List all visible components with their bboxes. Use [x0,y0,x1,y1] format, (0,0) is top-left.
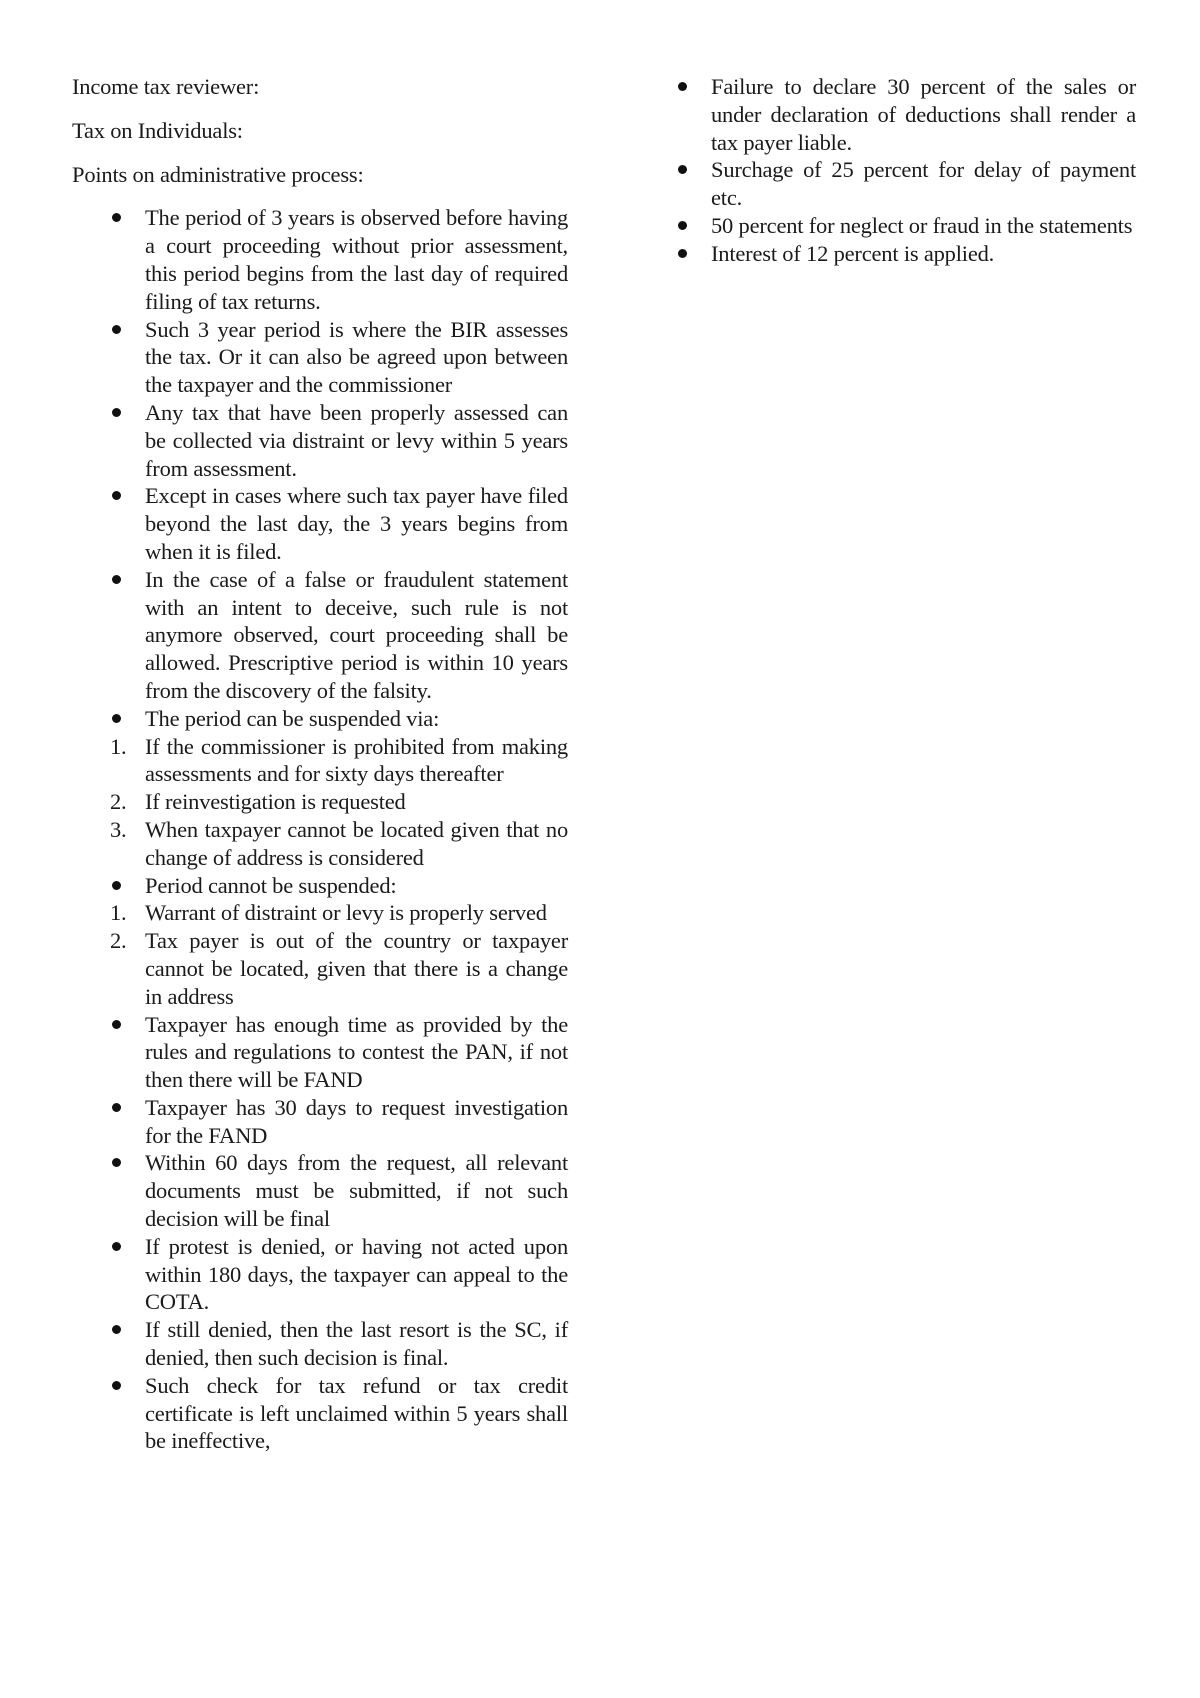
list-item [674,240,1136,268]
bullet-icon [112,714,121,723]
list-item [72,872,568,900]
list-item-text: If protest is denied, or having not acted upon within 180 days, the taxpayer can appeal to the COTA. [145,1233,568,1315]
list-item [72,705,568,733]
list-item-text: Interest of 12 percent is applied. [711,240,995,266]
numbered-item [72,927,568,1010]
section-heading: Tax on Individuals: [72,117,243,143]
list-item-text: Such check for tax refund or tax credit certificate is left unclaimed within 5 years shall be ineffective, [145,1372,568,1454]
list-item [674,156,1136,212]
bullet-icon [112,575,121,584]
list-item [72,1094,568,1150]
list-item [72,1149,568,1232]
right-column [674,73,1136,268]
item-number: 3. [110,816,127,842]
numbered-item-text: Tax payer is out of the country or taxpayer cannot be located, given that there is a change in address [145,928,568,1009]
list-item-text: 50 percent for neglect or fraud in the statements [711,212,1133,238]
numbered-item [72,899,568,927]
numbered-item [72,733,568,789]
list-item-text: The period of 3 years is observed before having a court proceeding without prior assessment, this period begins from the last day of required filing of tax returns. [145,205,568,314]
bullet-icon [112,1158,121,1167]
list-item [72,1011,568,1094]
list-item-text: Surchage of 25 percent for delay of payment etc. [711,157,1136,211]
bullet-icon [112,213,121,222]
list-item [674,73,1136,156]
numbered-item-text: If the commissioner is prohibited from making assessments and for sixty days thereafter [145,733,568,787]
item-number: 1. [110,733,127,759]
numbered-item [72,816,568,872]
bullet-list [72,872,568,900]
numbered-item [72,788,568,816]
bullet-icon [112,1325,121,1334]
list-item [72,566,568,705]
bullet-icon [112,881,121,890]
numbered-sublist [72,899,568,1010]
bullet-icon [112,325,121,334]
numbered-item-text: When taxpayer cannot be located given that no change of address is considered [145,816,568,870]
list-item [72,399,568,482]
list-item-text: If still denied, then the last resort is the SC, if denied, then such decision is final. [145,1317,568,1371]
item-number: 1. [110,900,127,926]
list-item-text: Taxpayer has 30 days to request investigation for the FAND [145,1094,568,1148]
bullet-icon [678,82,687,91]
list-item-text: Except in cases where such tax payer have filed beyond the last day, the 3 years begins from when it is filed. [145,483,568,564]
list-item-text: In the case of a false or fraudulent statement with an intent to deceive, such rule is not anymore observed, court proceeding shall be allowed. Prescriptive period is within 10 years from the discovery of the falsity. [145,566,568,703]
bullet-icon [678,249,687,258]
bullet-icon [112,1020,121,1029]
list-item [72,1372,568,1455]
numbered-sublist [72,733,568,872]
numbered-item-text: Warrant of distraint or levy is properly served [145,900,547,926]
numbered-item-text: If reinvestigation is requested [145,789,406,815]
bullet-list [674,73,1136,268]
bullet-icon [112,408,121,417]
left-column [72,73,568,1455]
bullet-icon [678,165,687,174]
list-item-text: Period cannot be suspended: [145,872,397,898]
bullet-icon [678,221,687,230]
list-item [72,482,568,565]
subsection-heading: Points on administrative process: [72,161,364,187]
list-item [72,316,568,399]
bullet-icon [112,491,121,500]
document-title: Income tax reviewer: [72,74,260,99]
bullet-list [72,204,568,732]
list-item [72,1233,568,1316]
list-item [72,1316,568,1372]
list-item [674,212,1136,240]
list-item-text: Such 3 year period is where the BIR assesses the tax. Or it can also be agreed upon between the taxpayer and the commissioner [145,316,568,398]
bullet-icon [112,1103,121,1112]
list-item-text: Within 60 days from the request, all relevant documents must be submitted, if not such decision will be final [145,1150,568,1232]
bullet-icon [112,1381,121,1390]
bullet-icon [112,1242,121,1251]
bullet-list [72,1011,568,1456]
list-item-text: The period can be suspended via: [145,705,440,731]
item-number: 2. [110,928,127,954]
item-number: 2. [110,789,127,815]
list-item-text: Failure to declare 30 percent of the sales or under declaration of deductions shall render a tax payer liable. [711,74,1136,155]
list-item-text: Any tax that have been properly assessed can be collected via distraint or levy within 5 years from assessment. [145,399,568,481]
list-item [72,204,568,315]
list-item-text: Taxpayer has enough time as provided by the rules and regulations to contest the PAN, if not then there will be FAND [145,1011,568,1093]
